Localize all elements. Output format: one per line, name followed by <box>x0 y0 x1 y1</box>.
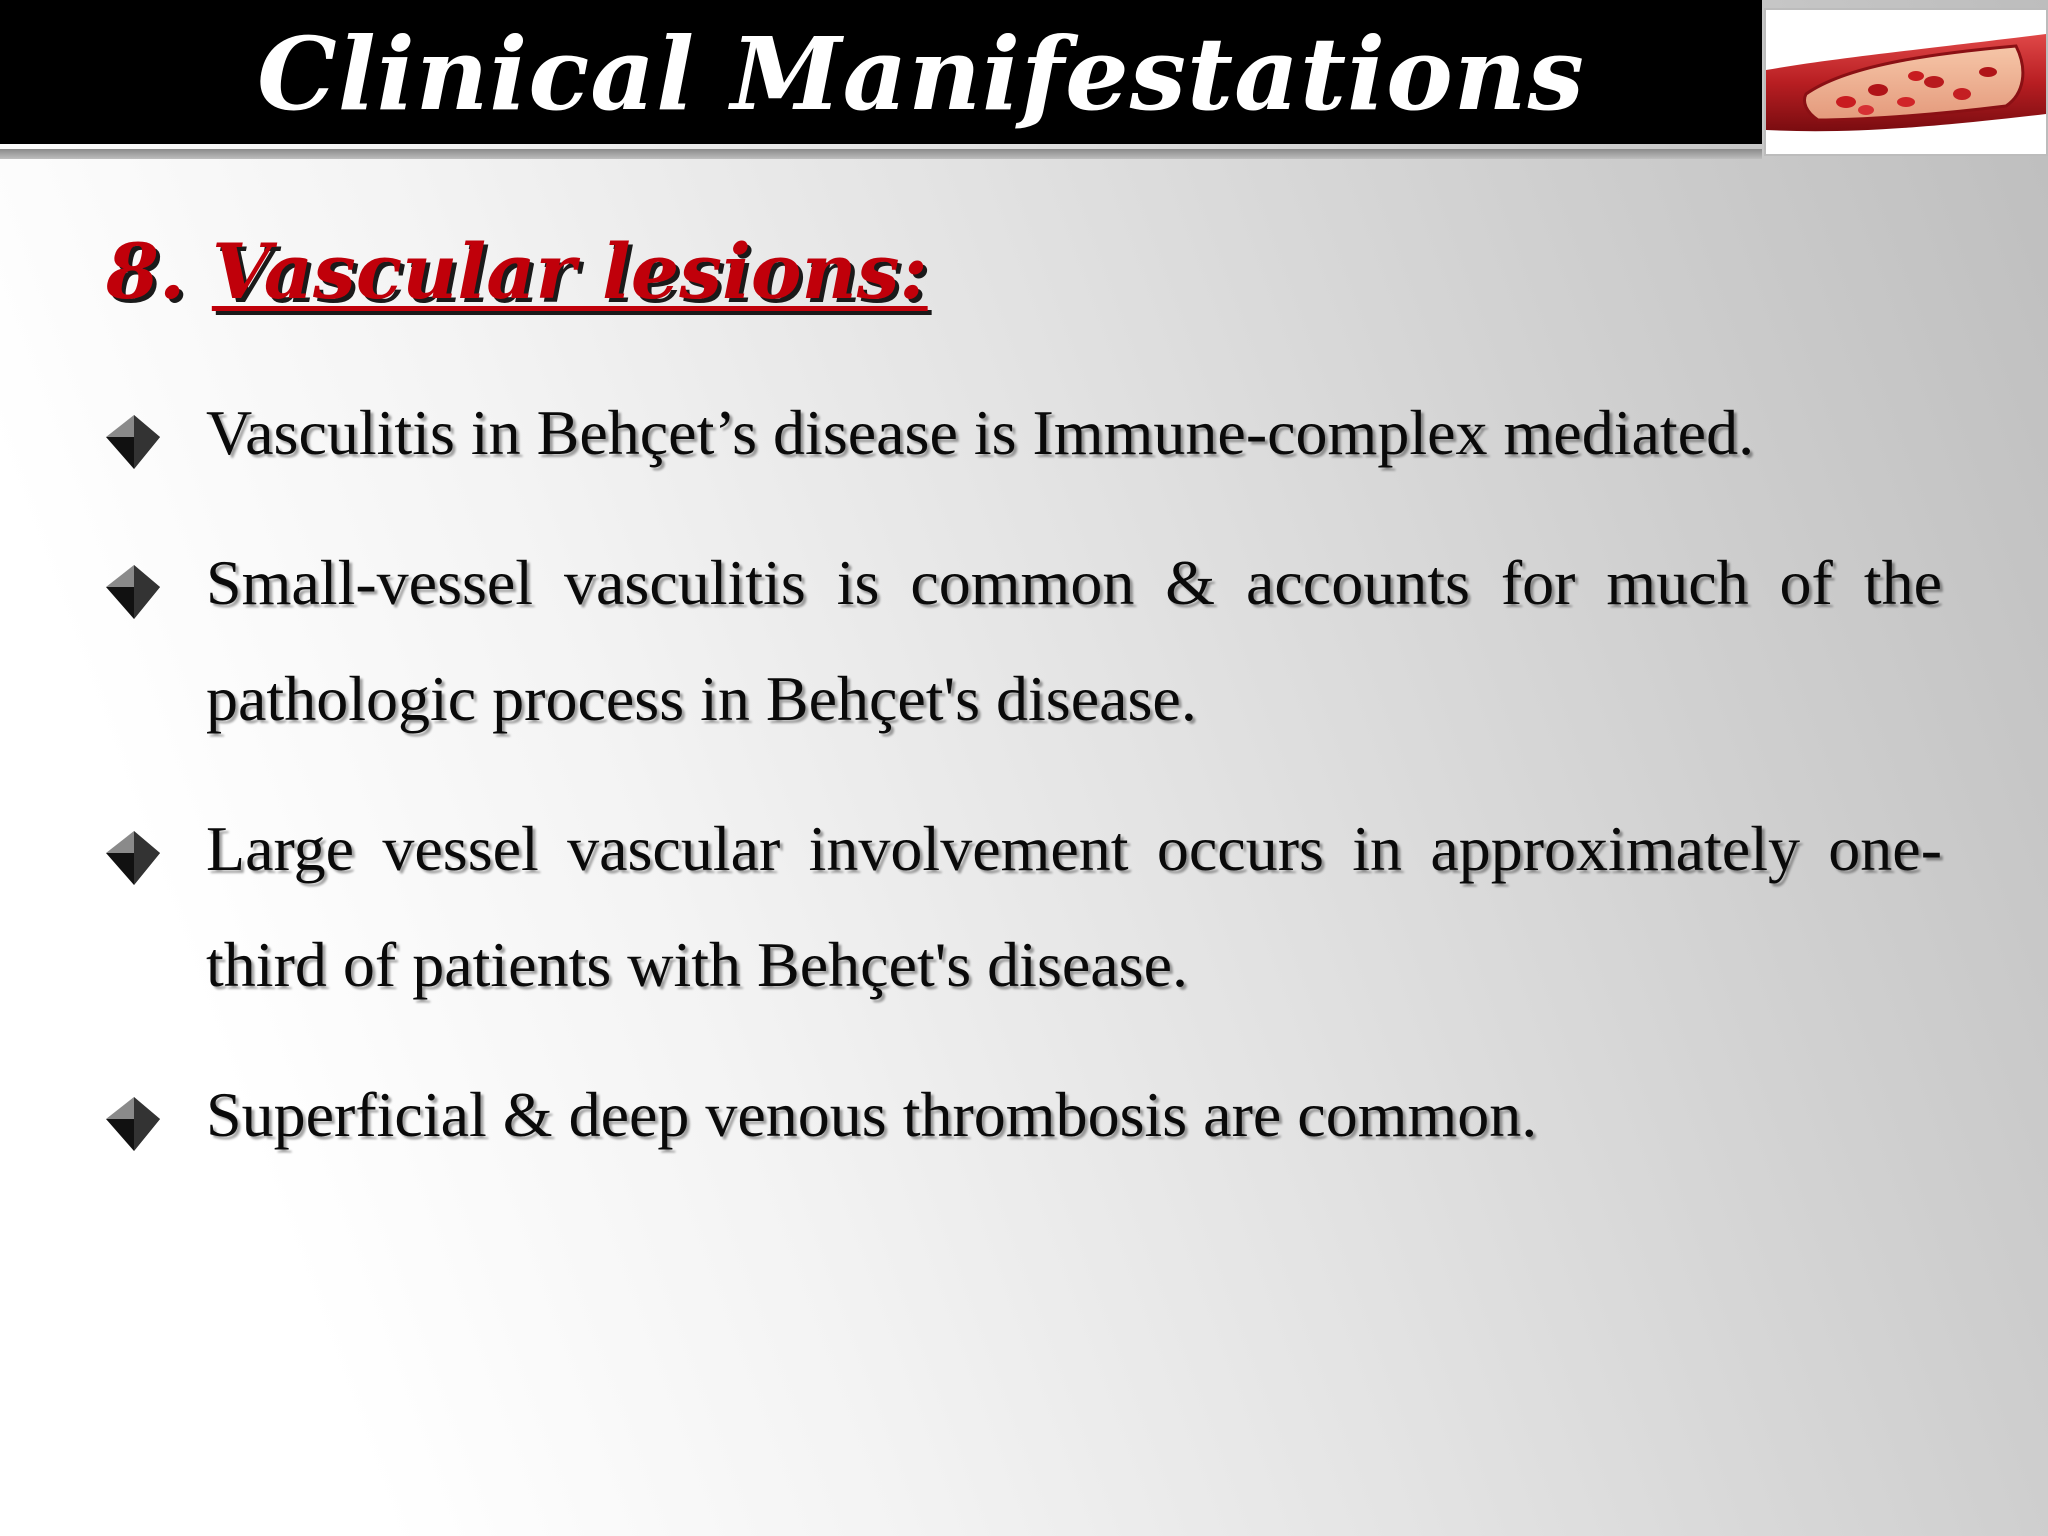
bullet-text: Superficial & deep venous thrombosis are common. <box>206 1079 1538 1150</box>
bullet-text: Small-vessel vasculitis is common & accounts for much of the pathologic process in Behçet's disease. <box>206 547 1942 734</box>
bullet-item <box>106 791 1942 1023</box>
arrow-bullet-icon <box>106 831 160 885</box>
blood-vessel-icon <box>1766 10 2046 154</box>
section-label: Vascular lesions: <box>211 227 928 316</box>
slide-title: Clinical Manifestations <box>257 15 1585 133</box>
arrow-bullet-icon <box>106 1097 160 1151</box>
bullet-text: Large vessel vascular involvement occurs in approximately one-third of patients with Behçet's disease. <box>206 813 1942 1000</box>
bullet-list <box>106 375 1942 1207</box>
bullet-text: Vasculitis in Behçet’s disease is Immune-complex mediated. <box>206 397 1755 468</box>
bullet-item <box>106 525 1942 757</box>
blood-vessel-image <box>1764 8 2048 156</box>
arrow-bullet-icon <box>106 565 160 619</box>
section-heading <box>106 222 928 322</box>
bullet-item <box>106 1057 1942 1173</box>
bullet-item <box>106 375 1942 491</box>
arrow-bullet-icon <box>106 415 160 469</box>
section-number: 8. <box>106 227 186 316</box>
header-divider <box>0 149 1762 159</box>
